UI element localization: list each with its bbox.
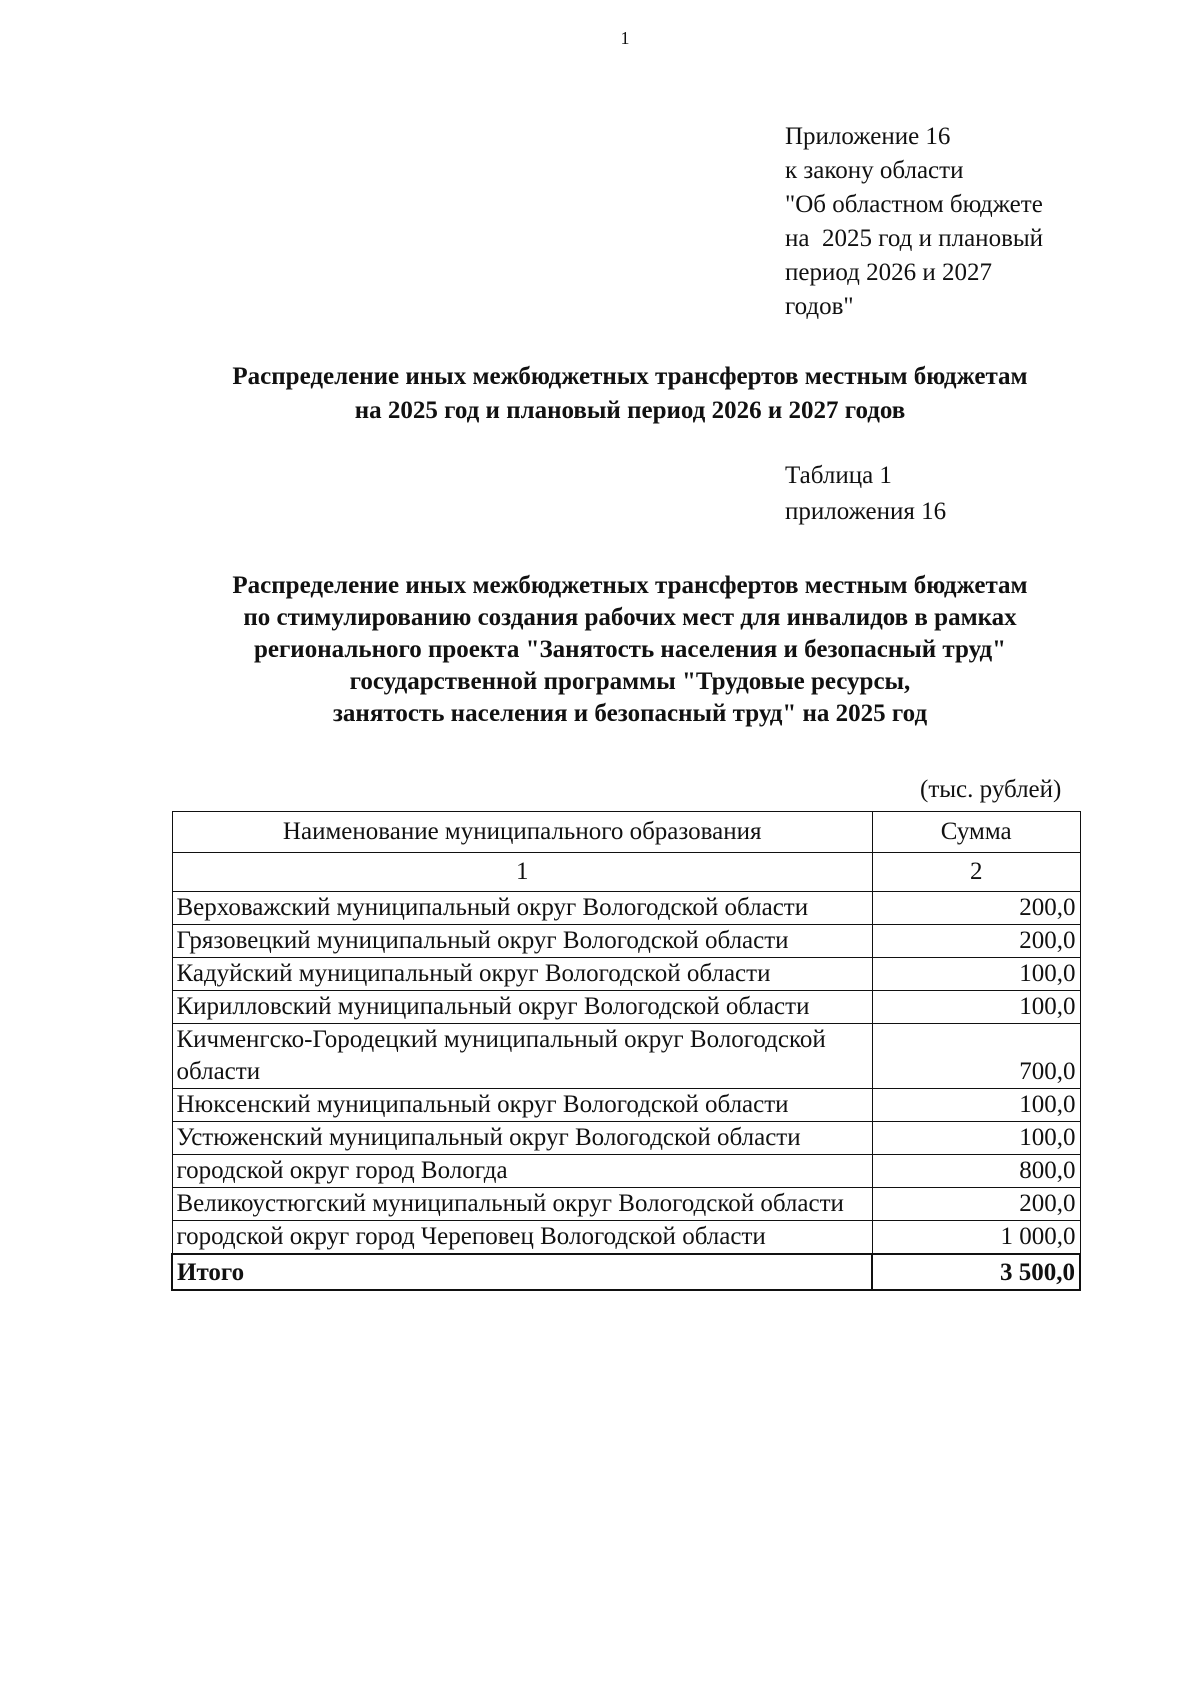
table-heading bbox=[130, 570, 1130, 730]
municipality-name: Нюксенский муниципальный округ Вологодской области bbox=[172, 1089, 872, 1122]
table-row bbox=[172, 1089, 1080, 1122]
table-row bbox=[172, 991, 1080, 1024]
main-heading bbox=[130, 360, 1130, 428]
column-number: 1 bbox=[172, 853, 872, 892]
table-heading-line: государственной программы "Трудовые ресурсы, bbox=[349, 668, 911, 695]
municipality-name: Великоустюгский муниципальный округ Вологодской области bbox=[172, 1188, 872, 1221]
main-heading-line: Распределение иных межбюджетных трансфертов местным бюджетам bbox=[232, 363, 1028, 390]
total-sum: 3 500,0 bbox=[872, 1254, 1080, 1290]
annex-note-line: к закону области bbox=[785, 157, 964, 184]
total-label: Итого bbox=[172, 1254, 872, 1290]
column-number: 2 bbox=[872, 853, 1080, 892]
table-row bbox=[172, 925, 1080, 958]
total-row bbox=[172, 1254, 1080, 1290]
transfers-table bbox=[171, 811, 1081, 1291]
municipality-name: городской округ город Череповец Вологодской области bbox=[172, 1221, 872, 1255]
column-number-row bbox=[172, 853, 1080, 892]
table-row bbox=[172, 1155, 1080, 1188]
municipality-name: Кирилловский муниципальный округ Вологодской области bbox=[172, 991, 872, 1024]
municipality-name: городской округ город Вологда bbox=[172, 1155, 872, 1188]
municipality-name: Устюженский муниципальный округ Вологодской области bbox=[172, 1122, 872, 1155]
table-heading-line: регионального проекта "Занятость населения и безопасный труд" bbox=[253, 636, 1007, 663]
municipality-name: Кадуйский муниципальный округ Вологодской области bbox=[172, 958, 872, 991]
header-name: Наименование муниципального образования bbox=[172, 812, 872, 853]
annex-note-line: Приложение 16 bbox=[785, 123, 951, 150]
table-row bbox=[172, 1024, 1080, 1089]
table-row bbox=[172, 1188, 1080, 1221]
table-heading-line: Распределение иных межбюджетных трансфертов местным бюджетам bbox=[232, 572, 1028, 599]
table-row bbox=[172, 958, 1080, 991]
transfer-sum: 200,0 bbox=[872, 925, 1080, 958]
transfer-sum: 800,0 bbox=[872, 1155, 1080, 1188]
table-heading-line: занятость населения и безопасный труд" на 2025 год bbox=[332, 700, 928, 727]
table-caption-line: приложения 16 bbox=[785, 498, 947, 525]
annex-note bbox=[785, 120, 1043, 324]
table-header-row bbox=[172, 812, 1080, 853]
municipality-name: Грязовецкий муниципальный округ Вологодской области bbox=[172, 925, 872, 958]
transfer-sum: 1 000,0 bbox=[872, 1221, 1080, 1255]
table-caption bbox=[785, 458, 946, 530]
annex-note-line: годов" bbox=[785, 293, 854, 320]
table-caption-line: Таблица 1 bbox=[785, 462, 892, 489]
annex-note-line: "Об областном бюджете bbox=[785, 191, 1043, 218]
annex-note-line: на 2025 год и плановый bbox=[785, 225, 1044, 252]
transfer-sum: 100,0 bbox=[872, 1122, 1080, 1155]
transfer-sum: 100,0 bbox=[872, 1089, 1080, 1122]
table-row bbox=[172, 892, 1080, 925]
table-row bbox=[172, 1122, 1080, 1155]
table-row bbox=[172, 1221, 1080, 1255]
transfer-sum: 700,0 bbox=[872, 1024, 1080, 1089]
page-number: 1 bbox=[620, 28, 630, 48]
units-label: (тыс. рублей) bbox=[920, 776, 1062, 803]
header-sum: Сумма bbox=[872, 812, 1080, 853]
transfer-sum: 200,0 bbox=[872, 1188, 1080, 1221]
transfer-sum: 100,0 bbox=[872, 991, 1080, 1024]
annex-note-line: период 2026 и 2027 bbox=[785, 259, 992, 286]
municipality-name: Кичменгско-Городецкий муниципальный округ Вологодской области bbox=[172, 1024, 872, 1089]
main-heading-line: на 2025 год и плановый период 2026 и 2027 годов bbox=[354, 397, 906, 424]
transfer-sum: 100,0 bbox=[872, 958, 1080, 991]
transfer-sum: 200,0 bbox=[872, 892, 1080, 925]
municipality-name: Верховажский муниципальный округ Вологодской области bbox=[172, 892, 872, 925]
table-heading-line: по стимулированию создания рабочих мест для инвалидов в рамках bbox=[243, 604, 1017, 631]
